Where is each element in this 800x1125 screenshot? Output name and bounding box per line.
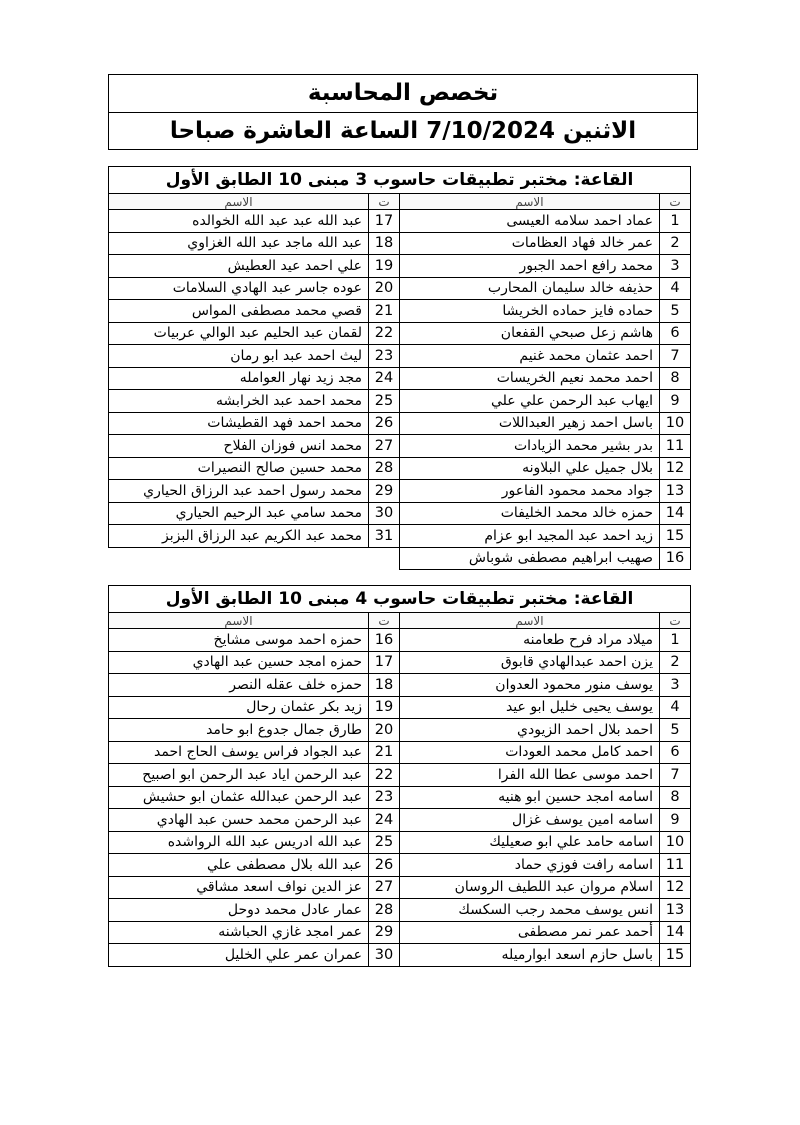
student-name: محمد عبد الكريم عبد الرزاق البزبز (109, 525, 369, 548)
student-name: عبد الجواد فراس يوسف الحاج احمد (109, 741, 369, 764)
student-number: 7 (660, 345, 691, 368)
student-number: 25 (369, 831, 400, 854)
table-row (109, 547, 691, 570)
table-row (109, 210, 691, 233)
student-number: 24 (369, 809, 400, 832)
student-name: مجد زيد نهار العوامله (109, 367, 369, 390)
student-number: 15 (660, 525, 691, 548)
student-number: 1 (660, 210, 691, 233)
student-name: قصي محمد مصطفى المواس (109, 300, 369, 323)
table-row (109, 277, 691, 300)
student-number: 5 (660, 719, 691, 742)
student-number: 26 (369, 412, 400, 435)
student-number: 27 (369, 435, 400, 458)
column-header: ت (369, 194, 400, 210)
student-name: حذيفه خالد سليمان المحارب (400, 277, 660, 300)
column-header: الاسم (109, 613, 369, 629)
student-name: عبد الله بلال مصطفى علي (109, 854, 369, 877)
student-name: احمد بلال احمد الزيودي (400, 719, 660, 742)
student-name: هاشم زعل صبحي القفعان (400, 322, 660, 345)
student-name: احمد موسى عطا الله الفرا (400, 764, 660, 787)
student-number: 10 (660, 412, 691, 435)
student-number: 5 (660, 300, 691, 323)
student-name: باسل حازم اسعد ابوارميله (400, 944, 660, 967)
student-number: 9 (660, 390, 691, 413)
student-name: اسامه حامد علي ابو صعيليك (400, 831, 660, 854)
student-number: 21 (369, 300, 400, 323)
student-number: 29 (369, 921, 400, 944)
student-number: 12 (660, 457, 691, 480)
student-name: أحمد عمر نمر مصطفى (400, 921, 660, 944)
student-number: 11 (660, 854, 691, 877)
student-number: 19 (369, 255, 400, 278)
student-name: باسل احمد زهير العبداللات (400, 412, 660, 435)
student-name: احمد محمد نعيم الخريسات (400, 367, 660, 390)
table-row (109, 232, 691, 255)
student-name: عماد احمد سلامه العيسى (400, 210, 660, 233)
table-row (109, 322, 691, 345)
student-number: 23 (369, 345, 400, 368)
student-number: 21 (369, 741, 400, 764)
student-number: 4 (660, 696, 691, 719)
student-name: عبد الله عبد عبد الله الخوالده (109, 210, 369, 233)
student-number: 8 (660, 367, 691, 390)
student-name: جواد محمد محمود الفاعور (400, 480, 660, 503)
student-number: 1 (660, 629, 691, 652)
student-name: عز الدين نواف اسعد مشاقي (109, 876, 369, 899)
column-header: ت (660, 613, 691, 629)
column-header: الاسم (400, 194, 660, 210)
student-name: محمد احمد عبد الخرابشه (109, 390, 369, 413)
student-number: 20 (369, 277, 400, 300)
student-number: 30 (369, 502, 400, 525)
student-number: 7 (660, 764, 691, 787)
student-number: 17 (369, 210, 400, 233)
table-row (109, 255, 691, 278)
student-number: 18 (369, 674, 400, 697)
student-name: عبد الله ادريس عبد الله الرواشده (109, 831, 369, 854)
student-name: بلال جميل علي البلاونه (400, 457, 660, 480)
student-name: محمد رافع احمد الجبور (400, 255, 660, 278)
table-row (109, 502, 691, 525)
empty-cell (109, 547, 369, 570)
student-number: 3 (660, 674, 691, 697)
table-row (109, 854, 691, 877)
specialization-title: تخصص المحاسبة (307, 80, 499, 106)
column-header: ت (369, 613, 400, 629)
table-row (109, 809, 691, 832)
student-name: اسامه امجد حسين ابو هنيه (400, 786, 660, 809)
student-number: 31 (369, 525, 400, 548)
student-name: احمد عثمان محمد غنيم (400, 345, 660, 368)
student-name: اسامه رافت فوزي حماد (400, 854, 660, 877)
student-number: 19 (369, 696, 400, 719)
table-row (109, 629, 691, 652)
student-name: يزن احمد عبدالهادي قابوق (400, 651, 660, 674)
student-name: زيد احمد عبد المجيد ابو عزام (400, 525, 660, 548)
student-number: 8 (660, 786, 691, 809)
student-number: 22 (369, 322, 400, 345)
empty-cell (369, 547, 400, 570)
column-header: الاسم (400, 613, 660, 629)
student-name: حمزه امجد حسين عبد الهادي (109, 651, 369, 674)
table-row (109, 480, 691, 503)
student-number: 6 (660, 322, 691, 345)
table-row (109, 696, 691, 719)
hall-title: القاعة: مختبر تطبيقات حاسوب 4 مبنى 10 الطابق الأول (109, 586, 691, 613)
table-row (109, 899, 691, 922)
student-name: محمد انس فوزان الفلاح (109, 435, 369, 458)
student-number: 2 (660, 651, 691, 674)
table-row (109, 944, 691, 967)
student-number: 3 (660, 255, 691, 278)
student-name: احمد كامل محمد العودات (400, 741, 660, 764)
student-name: عمر امجد غازي الحباشنه (109, 921, 369, 944)
student-name: حمزه خالد محمد الخليفات (400, 502, 660, 525)
hall-title: القاعة: مختبر تطبيقات حاسوب 3 مبنى 10 الطابق الأول (109, 167, 691, 194)
table-row (109, 651, 691, 674)
student-number: 22 (369, 764, 400, 787)
student-number: 13 (660, 480, 691, 503)
student-name: عبد الرحمن عبدالله عثمان ابو حشيش (109, 786, 369, 809)
student-number: 27 (369, 876, 400, 899)
student-name: محمد احمد فهد القطيشات (109, 412, 369, 435)
hall-roster-table (108, 166, 691, 570)
student-name: عمار عادل محمد دوحل (109, 899, 369, 922)
student-name: محمد رسول احمد عبد الرزاق الحياري (109, 480, 369, 503)
table-row (109, 764, 691, 787)
table-row (109, 300, 691, 323)
student-number: 10 (660, 831, 691, 854)
student-name: ميلاد مراد فرح طعامنه (400, 629, 660, 652)
table-row (109, 412, 691, 435)
student-name: انس يوسف محمد رجب السكسك (400, 899, 660, 922)
student-name: محمد حسين صالح النصيرات (109, 457, 369, 480)
hall-title-row (109, 167, 691, 194)
student-number: 2 (660, 232, 691, 255)
student-name: عبد الرحمن اياد عبد الرحمن ابو اصبيح (109, 764, 369, 787)
student-number: 17 (369, 651, 400, 674)
column-header: الاسم (109, 194, 369, 210)
student-name: حمزه خلف عقله النصر (109, 674, 369, 697)
hall-title-row (109, 586, 691, 613)
student-number: 11 (660, 435, 691, 458)
student-name: حمزه احمد موسى مشايخ (109, 629, 369, 652)
student-number: 16 (369, 629, 400, 652)
table-row (109, 525, 691, 548)
student-name: لقمان عبد الحليم عبد الوالي عربيات (109, 322, 369, 345)
student-name: عبد الله ماجد عبد الله الغزاوي (109, 232, 369, 255)
exam-datetime: الاثنين 7/10/2024 الساعة العاشرة صباحا (109, 112, 697, 150)
table-row (109, 831, 691, 854)
hall-roster-table (108, 585, 691, 967)
student-number: 14 (660, 502, 691, 525)
student-name: علي احمد عيد العطيش (109, 255, 369, 278)
table-row (109, 345, 691, 368)
table-row (109, 435, 691, 458)
table-row (109, 921, 691, 944)
student-number: 4 (660, 277, 691, 300)
student-name: اسامه امين يوسف غزال (400, 809, 660, 832)
student-name: حماده فايز حماده الخريشا (400, 300, 660, 323)
document-header (108, 74, 698, 150)
student-number: 14 (660, 921, 691, 944)
student-number: 28 (369, 457, 400, 480)
student-name: محمد سامي عبد الرحيم الحياري (109, 502, 369, 525)
student-number: 26 (369, 854, 400, 877)
student-number: 6 (660, 741, 691, 764)
column-header-row (109, 194, 691, 210)
student-name: طارق جمال جدوع ابو حامد (109, 719, 369, 742)
student-number: 18 (369, 232, 400, 255)
student-number: 15 (660, 944, 691, 967)
table-row (109, 367, 691, 390)
table-row (109, 390, 691, 413)
student-name: يوسف منور محمود العدوان (400, 674, 660, 697)
student-number: 29 (369, 480, 400, 503)
student-name: يوسف يحيى خليل ابو عيد (400, 696, 660, 719)
column-header-row (109, 613, 691, 629)
student-number: 12 (660, 876, 691, 899)
student-name: عوده جاسر عبد الهادي السلامات (109, 277, 369, 300)
table-row (109, 741, 691, 764)
student-name: ليث احمد عبد ابو رمان (109, 345, 369, 368)
student-name: عمر خالد فهاد العظامات (400, 232, 660, 255)
student-number: 24 (369, 367, 400, 390)
student-name: صهيب ابراهيم مصطفى شوباش (400, 547, 660, 570)
student-name: زيد بكر عثمان رحال (109, 696, 369, 719)
student-number: 13 (660, 899, 691, 922)
table-row (109, 457, 691, 480)
student-number: 28 (369, 899, 400, 922)
student-name: بدر بشير محمد الزيادات (400, 435, 660, 458)
student-name: ايهاب عبد الرحمن علي علي (400, 390, 660, 413)
table-row (109, 719, 691, 742)
column-header: ت (660, 194, 691, 210)
table-row (109, 674, 691, 697)
student-name: اسلام مروان عبد اللطيف الروسان (400, 876, 660, 899)
table-row (109, 786, 691, 809)
table-row (109, 876, 691, 899)
student-number: 9 (660, 809, 691, 832)
student-name: عبد الرحمن محمد حسن عبد الهادي (109, 809, 369, 832)
student-number: 23 (369, 786, 400, 809)
student-number: 30 (369, 944, 400, 967)
student-number: 20 (369, 719, 400, 742)
student-number: 25 (369, 390, 400, 413)
student-number: 16 (660, 547, 691, 570)
student-name: عمران عمر علي الخليل (109, 944, 369, 967)
